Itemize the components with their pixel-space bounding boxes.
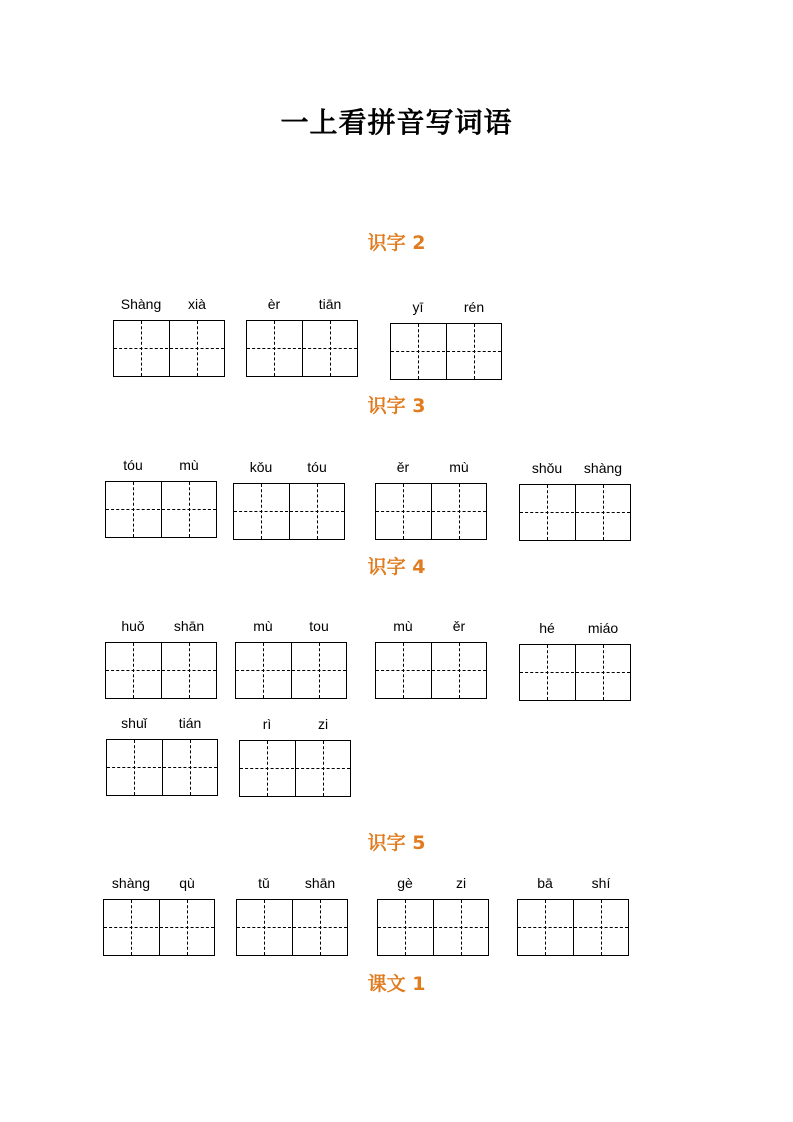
page-title: 一上看拼音写词语 — [280, 106, 513, 139]
pinyin-first: ěr — [396, 459, 410, 475]
pinyin-second: qù — [179, 875, 195, 891]
pinyin-second: tou — [309, 618, 329, 634]
section-heading: 识字 2 — [367, 232, 426, 254]
pinyin-second: mù — [449, 459, 469, 475]
word-item — [390, 297, 502, 387]
char-cell[interactable] — [573, 900, 628, 955]
char-cell[interactable] — [106, 643, 160, 698]
word-item — [519, 458, 631, 548]
char-cell[interactable] — [433, 900, 488, 955]
writing-grid[interactable] — [519, 644, 631, 701]
char-cell[interactable] — [159, 900, 214, 955]
writing-grid[interactable] — [235, 642, 347, 699]
pinyin-first: huǒ — [121, 618, 145, 634]
char-cell[interactable] — [520, 485, 574, 540]
writing-grid[interactable] — [239, 740, 351, 797]
pinyin-first: shàng — [111, 875, 151, 891]
pinyin-first: hé — [539, 620, 555, 636]
pinyin-second: rén — [463, 299, 485, 315]
writing-grid[interactable] — [517, 899, 629, 956]
char-cell[interactable] — [289, 484, 344, 539]
writing-grid[interactable] — [105, 642, 217, 699]
char-cell[interactable] — [520, 645, 574, 700]
pinyin-first: Shàng — [120, 296, 162, 312]
word-item — [233, 457, 345, 547]
word-item — [103, 873, 215, 963]
word-item — [246, 294, 358, 384]
word-item — [105, 616, 217, 706]
writing-grid[interactable] — [103, 899, 215, 956]
writing-grid[interactable] — [233, 483, 345, 540]
word-item — [377, 873, 489, 963]
word-item — [113, 294, 225, 384]
char-cell[interactable] — [446, 324, 501, 379]
pinyin-first: kǒu — [249, 459, 273, 475]
word-item — [236, 873, 348, 963]
char-cell[interactable] — [106, 482, 160, 537]
char-cell[interactable] — [295, 741, 350, 796]
writing-grid[interactable] — [113, 320, 225, 377]
writing-grid[interactable] — [246, 320, 358, 377]
pinyin-first: tóu — [123, 457, 143, 473]
pinyin-first: mù — [253, 618, 273, 634]
pinyin-first: gè — [397, 875, 413, 891]
pinyin-second: shí — [591, 875, 611, 891]
char-cell[interactable] — [518, 900, 572, 955]
pinyin-first: tǔ — [258, 875, 270, 891]
word-item — [106, 713, 218, 803]
pinyin-first: rì — [262, 716, 272, 732]
word-item — [519, 618, 631, 708]
char-cell[interactable] — [107, 740, 161, 795]
section-heading: 识字 3 — [367, 395, 426, 417]
pinyin-first: èr — [267, 296, 281, 312]
pinyin-second: ěr — [452, 618, 466, 634]
char-cell[interactable] — [161, 482, 216, 537]
pinyin-first: mù — [393, 618, 413, 634]
writing-grid[interactable] — [106, 739, 218, 796]
char-cell[interactable] — [114, 321, 168, 376]
pinyin-second: shān — [173, 618, 205, 634]
pinyin-first: bā — [537, 875, 553, 891]
word-item — [235, 616, 347, 706]
pinyin-first: shuǐ — [121, 715, 147, 731]
section-heading: 识字 5 — [367, 832, 426, 854]
char-cell[interactable] — [104, 900, 158, 955]
char-cell[interactable] — [161, 643, 216, 698]
pinyin-second: tiān — [318, 296, 342, 312]
writing-grid[interactable] — [519, 484, 631, 541]
word-item — [239, 714, 351, 804]
section-heading: 识字 4 — [367, 556, 426, 578]
char-cell[interactable] — [575, 485, 630, 540]
pinyin-second: tián — [178, 715, 202, 731]
char-cell[interactable] — [575, 645, 630, 700]
pinyin-second: miáo — [587, 620, 619, 636]
writing-grid[interactable] — [390, 323, 502, 380]
writing-grid[interactable] — [375, 642, 487, 699]
char-cell[interactable] — [292, 900, 347, 955]
char-cell[interactable] — [431, 484, 486, 539]
pinyin-second: mù — [179, 457, 199, 473]
char-cell[interactable] — [162, 740, 217, 795]
char-cell[interactable] — [376, 484, 430, 539]
pinyin-first: shǒu — [531, 460, 563, 476]
char-cell[interactable] — [378, 900, 432, 955]
char-cell[interactable] — [240, 741, 294, 796]
pinyin-second: shàng — [583, 460, 623, 476]
char-cell[interactable] — [169, 321, 224, 376]
writing-grid[interactable] — [377, 899, 489, 956]
char-cell[interactable] — [234, 484, 288, 539]
writing-grid[interactable] — [375, 483, 487, 540]
pinyin-second: xià — [188, 296, 206, 312]
char-cell[interactable] — [236, 643, 290, 698]
writing-grid[interactable] — [105, 481, 217, 538]
word-item — [517, 873, 629, 963]
pinyin-second: shān — [304, 875, 336, 891]
writing-grid[interactable] — [236, 899, 348, 956]
pinyin-second: zi — [317, 716, 329, 732]
pinyin-second: zi — [455, 875, 467, 891]
char-cell[interactable] — [247, 321, 301, 376]
char-cell[interactable] — [391, 324, 445, 379]
section-heading: 课文 1 — [367, 973, 426, 995]
word-item — [375, 616, 487, 706]
char-cell[interactable] — [237, 900, 291, 955]
char-cell[interactable] — [431, 643, 486, 698]
char-cell[interactable] — [302, 321, 357, 376]
pinyin-first: yī — [412, 299, 424, 315]
char-cell[interactable] — [376, 643, 430, 698]
pinyin-second: tóu — [307, 459, 327, 475]
word-item — [105, 455, 217, 545]
char-cell[interactable] — [291, 643, 346, 698]
word-item — [375, 457, 487, 547]
